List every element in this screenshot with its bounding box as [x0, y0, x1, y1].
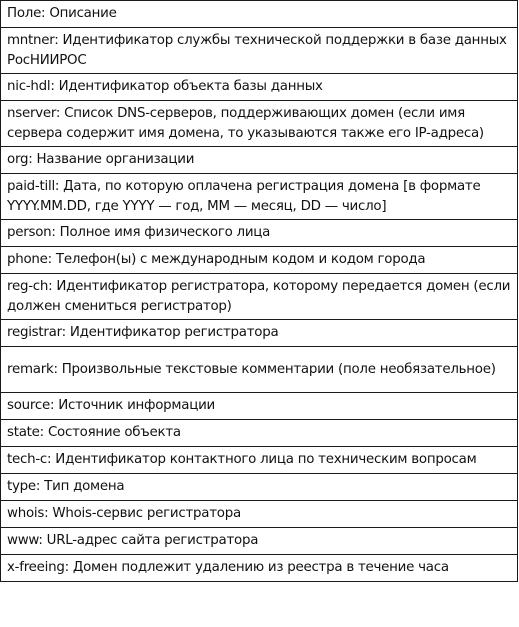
table-cell: source: Источник информации [1, 393, 518, 420]
table-row [1, 274, 518, 320]
table-row [1, 347, 518, 393]
table-row [1, 1, 518, 28]
table-cell: nserver: Список DNS-серверов, поддерживающих домен (если имя сервера содержит имя домена, то указываются также его IP-адреса) [1, 101, 518, 147]
table-cell: tech-c: Идентификатор контактного лица по техническим вопросам [1, 447, 518, 474]
table-cell: type: Тип домена [1, 474, 518, 501]
table-cell: phone: Телефон(ы) с международным кодом и кодом города [1, 247, 518, 274]
table-row [1, 28, 518, 74]
table-cell: x-freeing: Домен подлежит удалению из реестра в течение часа [1, 555, 518, 582]
table-header-cell: Поле: Описание [1, 1, 518, 28]
table-cell: paid-till: Дата, по которую оплачена регистрация домена [в формате YYYY.MM.DD, где YYYY — год, MM — месяц, DD — число] [1, 174, 518, 220]
table-row [1, 147, 518, 174]
table-cell: org: Название организации [1, 147, 518, 174]
table-cell: mntner: Идентификатор службы технической поддержки в базе данных РосНИИРОС [1, 28, 518, 74]
table-row [1, 174, 518, 220]
table-row [1, 393, 518, 420]
table-row [1, 320, 518, 347]
table-cell: www: URL-адрес сайта регистратора [1, 528, 518, 555]
table-row [1, 474, 518, 501]
table-row [1, 528, 518, 555]
table-cell: registrar: Идентификатор регистратора [1, 320, 518, 347]
table-cell: nic-hdl: Идентификатор объекта базы данных [1, 74, 518, 101]
table-row [1, 555, 518, 582]
table-cell: reg-ch: Идентификатор регистратора, которому передается домен (если должен смениться регистратор) [1, 274, 518, 320]
table-cell: whois: Whois-сервис регистратора [1, 501, 518, 528]
table-cell: state: Состояние объекта [1, 420, 518, 447]
table-row [1, 74, 518, 101]
table-cell: remark: Произвольные текстовые комментарии (поле необязательное) [1, 347, 518, 393]
table-row [1, 447, 518, 474]
table-row [1, 247, 518, 274]
table-cell: person: Полное имя физического лица [1, 220, 518, 247]
table-row [1, 501, 518, 528]
table-row [1, 420, 518, 447]
table-row [1, 220, 518, 247]
table-row [1, 101, 518, 147]
